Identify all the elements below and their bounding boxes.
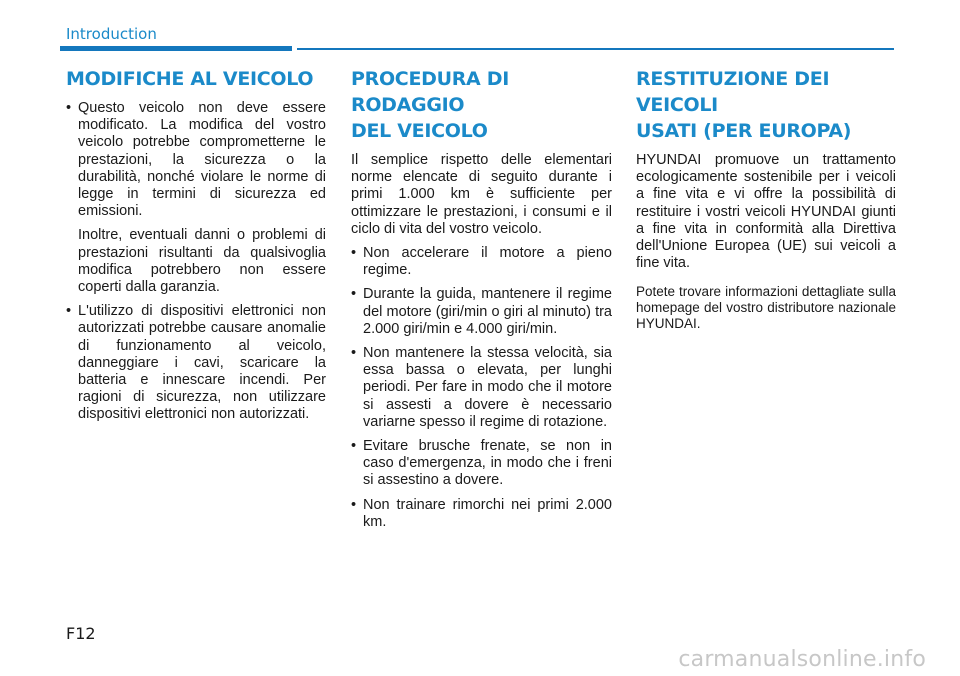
list-item: • Non trainare rimorchi nei primi 2.000 km.: [351, 497, 612, 531]
column-vehicle-modifications: [66, 66, 326, 424]
page-number: F12: [66, 624, 96, 643]
list-item: • Non accelerare il motore a pieno regime.: [351, 245, 612, 279]
section-title-break-in: [351, 66, 612, 144]
section-label: Introduction: [66, 25, 157, 43]
list-item-continuation: Inoltre, eventuali danni o problemi di prestazioni risultanti da qualsivoglia modifica potrebbero non essere coperti dalla garanzia.: [78, 227, 326, 296]
header-rule-thin: [297, 48, 894, 50]
vehicle-return-note: Potete trovare informazioni dettagliate sulla homepage del vostro distributore nazionale HYUNDAI.: [636, 284, 896, 332]
break-in-list: [351, 245, 612, 531]
list-item: • L'utilizzo di dispositivi elettronici non autorizzati potrebbe causare anomalie di funzionamento al veicolo, danneggiare i cavi, scaricare la batteria e innescare incendi. Per ragioni di sicurezza, non utilizzare dispositivi elettronici non autorizzati.: [66, 303, 326, 423]
list-item: [66, 100, 326, 296]
list-item: • Non mantenere la stessa velocità, sia essa bassa o elevata, per lunghi periodi. Per fare in modo che il motore si assesti a dovere è necessario variarne spesso il regime di rotazione.: [351, 345, 612, 431]
column-vehicle-return: [636, 66, 896, 332]
section-title-modifications: MODIFICHE AL VEICOLO: [66, 68, 314, 90]
break-in-intro: Il semplice rispetto delle elementari norme elencate di seguito durante i primi 1.000 km è sufficiente per ottimizzare le prestazioni, i consumi e il ciclo di vita del vostro veicolo.: [351, 152, 612, 237]
list-item: • Evitare brusche frenate, se non in caso d'emergenza, in modo che i freni si assestino a dovere.: [351, 438, 612, 490]
section-title-line: RESTITUZIONE DEI VEICOLI: [636, 68, 830, 116]
watermark: carmanualsonline.info: [678, 647, 926, 672]
section-title-vehicle-return: [636, 66, 896, 144]
section-title-line: USATI (PER EUROPA): [636, 120, 852, 142]
section-title-line: DEL VEICOLO: [351, 120, 488, 142]
header-rule-thick: [60, 46, 292, 51]
section-title-line: PROCEDURA DI RODAGGIO: [351, 68, 510, 116]
list-item: • Durante la guida, mantenere il regime del motore (giri/min o giri al minuto) tra 2.000 giri/min e 4.000 giri/min.: [351, 286, 612, 338]
column-break-in-procedure: [351, 66, 612, 531]
modifications-list: [66, 100, 326, 424]
vehicle-return-paragraph: HYUNDAI promuove un trattamento ecologicamente sostenibile per i veicoli a fine vita e vi offre la possibilità di restituire i vostri veicoli HYUNDAI giunti a fine vita in conformità alla Direttiva dell'Unione Europea (UE) sui veicoli a fine vita.: [636, 152, 896, 272]
list-item-text: Questo veicolo non deve essere modificato. La modifica del vostro veicolo potrebbe comprometterne le prestazioni, la sicurezza o la durabilità, nonché violare le norme di legge in termini di sicurezza ed emissioni.: [78, 100, 326, 220]
